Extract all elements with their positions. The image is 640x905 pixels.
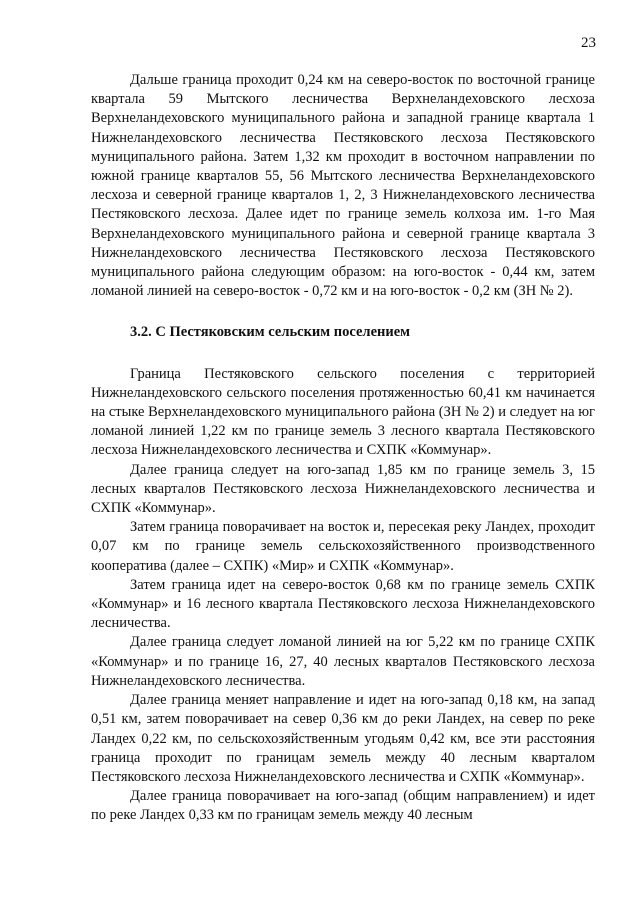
intro-paragraph: Дальше граница проходит 0,24 км на северо-восток по восточной границе квартала 59 Мытского лесничества Верхнеландеховского лесхоза Верхнеландеховского муниципального района и западной границе квартала 1 Нижнеландеховского лесничества Пестяковского лесхоза Пестяковского муниципального района. Затем 1,32 км проходит в восточном направлении по южной границе кварталов 55, 56 Мытского лесничества Верхнеландеховского лесхоза и северной границе кварталов 1, 2, 3 Нижнеландеховского лесничества Пестяковского лесхоза. Далее идет по границе земель колхоза им. 1-го Мая Верхнеландеховского муниципального района и северной границе квартала 3 Нижнеландеховского лесничества Пестяковского лесхоза Пестяковского муниципального района следующим образом: на юго-восток - 0,44 км, затем ломаной линией на северо-восток - 0,72 км и на юго-восток - 0,2 км (ЗН № 2). [91, 72, 595, 300]
section-paragraph-5: Далее граница следует ломаной линией на юг 5,22 км по границе СХПК «Коммунар» и по границе 16, 27, 40 лесных кварталов Пестяковского лесхоза Нижнеландеховского лесничества. [91, 634, 595, 689]
section-paragraph-2: Далее граница следует на юго-запад 1,85 км по границе земель 3, 15 лесных кварталов Пестяковского лесхоза Нижнеландеховского лесничества и СХПК «Коммунар». [91, 461, 595, 517]
section-paragraph-1: Граница Пестяковского сельского поселения с территорией Нижнеландеховского сельского поселения протяженностью 60,41 км начинается на стыке Верхнеландеховского муниципального района (ЗН № 2) и следует на юг ломаной линией 1,22 км по границе земель 3 лесного квартала Пестяковского лесхоза Нижнеландеховского лесничества и СХПК «Коммунар». [91, 365, 595, 459]
section-paragraph-6: Далее граница меняет направление и идет на юго-запад 0,18 км, на запад 0,51 км, затем поворачивает на север 0,36 км до реки Ландех, на север по реке Ландех 0,22 км, по сельскохозяйственным угодьям 0,42 км, все эти расстояния граница проходит по границам земель между 40 лесным кварталом Пестяковского лесхоза Нижнеландеховского лесничества и СХПК «Коммунар». [91, 692, 595, 785]
section-paragraph-4: Затем граница идет на северо-восток 0,68 км по границе земель СХПК «Коммунар» и 16 лесного квартала Пестяковского лесхоза Нижнеландеховского лесничества. [91, 576, 595, 632]
page-number: 23 [581, 35, 596, 51]
section-paragraph-7: Далее граница поворачивает на юго-запад (общим направлением) и идет по реке Ландех 0,33 км по границам земель между 40 лесным [91, 788, 595, 824]
document-body [91, 71, 595, 826]
section-heading: 3.2. С Пестяковским сельским поселением [130, 324, 411, 341]
section-paragraph-3: Затем граница поворачивает на восток и, пересекая реку Ландех, проходит 0,07 км по границе земель сельскохозяйственного производственного кооператива (далее – СХПК) «Мир» и СХПК «Коммунар». [91, 519, 595, 574]
